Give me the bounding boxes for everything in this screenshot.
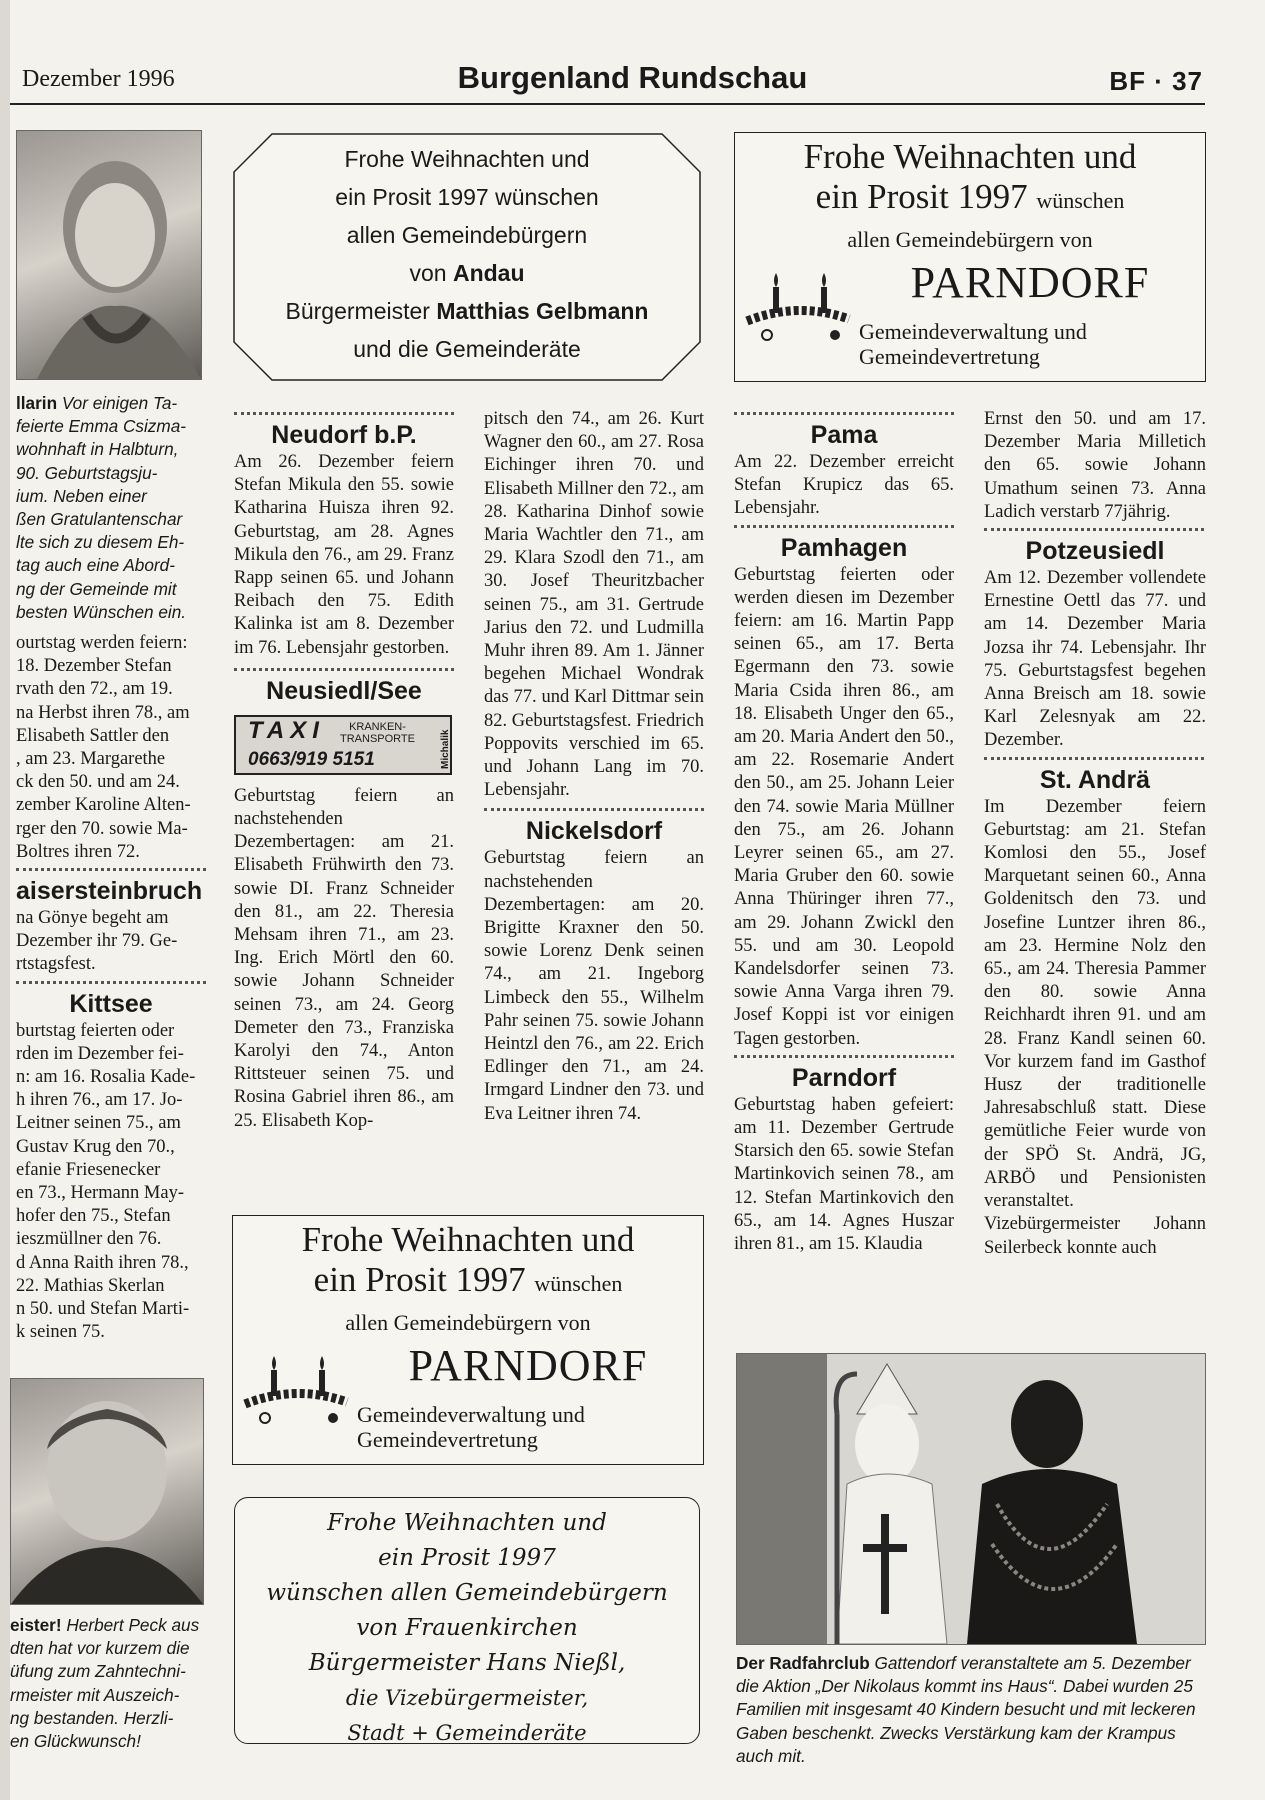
ad-line: Gemeindevertretung (357, 1427, 538, 1452)
dotted-separator (734, 1055, 954, 1058)
portrait-photo-elderly-woman (16, 130, 202, 380)
article-text: Geburtstag feiern an nachstehenden Dezembertagen: am 20. Brigitte Kraxner den 50. sowie Lorenz Denk seinen 74., am 21. Ingeborg Limbeck den 55., Wilhelm Pahr seinen 75. sowie Johann Heintzl den 76., am 22. Erich Edlinger den 71., am 24. Irmgard Lindner den 73. und Eva Leitner ihren 74. (484, 848, 704, 1124)
photo-nikolaus-and-krampus (736, 1353, 1206, 1645)
dotted-separator (484, 808, 704, 811)
article-line: Elisabeth Sattler den (16, 725, 170, 746)
article-line: n: am 16. Rosalia Kade- (16, 1067, 196, 1088)
ad-line: von (409, 260, 447, 286)
column-4-articles (734, 408, 954, 1256)
taxi-phone-number: 0663/919 5151 (248, 748, 375, 770)
caption-name: Der Radfahrclub (736, 1653, 870, 1673)
ad-mayor-name: Matthias Gelbmann (436, 298, 649, 324)
ad-parndorf-top (734, 132, 1206, 382)
ad-brand-parndorf: PARNDORF (910, 258, 1150, 307)
article-line: k seinen 75. (16, 1322, 105, 1343)
ad-line: ein Prosit 1997 wünschen (335, 184, 599, 210)
ad-line: und die Gemeinderäte (353, 336, 581, 362)
photo-caption-birthday (16, 392, 206, 624)
ad-line: Frohe Weihnachten und (301, 1220, 635, 1259)
taxi-sub: TRANSPORTE (340, 732, 415, 745)
caption-text: Gattendorf veranstaltete am 5. Dezember die Aktion „Der Nikolaus kommt ins Haus“. Dabei wurden 25 Familien mit insgesamt 40 Kindern besucht und mit leckeren Gaben beschenkt. Zwecks Verstärkung kam der Krampus auch mit. (736, 1653, 1196, 1766)
article-text: Geburtstag feierten oder werden diesen im Dezember feiern: am 16. Martin Papp seinen 65., am 17. Berta Egermann den 73. sowie Maria Csida ihren 86., am 18. Elisabeth Unger den 65., am 20. Maria Andert den 50., am 22. Rosemarie Andert den 50., am 25. Johann Leier den 74. sowie Maria Müllner den 75., am 26. Johann Leyrer seinen 65., am 27. Maria Gruber den 60. sowie Anna Thüringer ihren 77., am 29. Johann Zwickl den 55. und am 30. Leopold Kandelsdorfer seinen 73. sowie Anna Varga ihren 79. Josef Koppi ist vor einigen Tagen gestorben. (734, 564, 954, 1049)
caption-text: wohnhaft in Halbturn, (16, 439, 179, 460)
article-text: pitsch den 74., am 26. Kurt Wagner den 60., am 27. Rosa Eichinger ihren 70. und Elisabeth Millner den 72., am 28. Katharina Dinhof sowie Maria Wachtler den 71., am 29. Klara Szodl den 71., am 30. Josef Theuritzbacher seinen 75., am 31. Gertrude Jarius den 72. und Ludmilla Muhr ihren 89. Am 1. Jänner begehen Michael Wondrak das 77. und Karl Dittmar sein 82. Geburtstagsfest. Friedrich Poppovits verschied im 65. und Johann Lang im 70. Lebensjahr. (484, 409, 704, 801)
section-heading-neudorf: Neudorf b.P. (271, 421, 417, 449)
caption-name: llarin (16, 393, 58, 413)
section-heading-kittsee: Kittsee (69, 989, 153, 1018)
article-text: Ernst den 50. und am 17. Dezember Maria Milletich den 65. sowie Johann Umathum seinen 73. Anna Ladich verstarb 77jährig. (984, 409, 1206, 522)
dotted-separator (234, 412, 454, 415)
article-text: Am 26. Dezember feiern Stefan Mikula den 55. sowie Katharina Huisza ihren 92. Geburtstag, am 28. Agnes Mikula den 76., am 29. Franz Rapp seinen 65. und Johann Reibach den 75. Edith Kalinka ist am 8. Dezember im 76. Lebensjahr gestorben. (234, 452, 454, 658)
article-line: Boltres ihren 72. (16, 841, 140, 862)
caption-text: tag auch eine Abord- (16, 555, 175, 576)
ad-line: Frohe Weihnachten und (803, 137, 1137, 176)
article-line: efanie Friesenecker (16, 1159, 161, 1180)
caption-text: ng bestanden. Herzli- (10, 1707, 174, 1728)
photo-caption-nikolaus (736, 1652, 1208, 1768)
issue-date: Dezember 1996 (22, 66, 175, 92)
dotted-separator (16, 981, 206, 984)
article-line: d Anna Raith ihren 78., (16, 1252, 189, 1273)
ad-line: wünschen allen Gemeindebürgern (266, 1580, 668, 1606)
article-line: n 50. und Stefan Marti- (16, 1299, 190, 1320)
caption-text: 90. Geburtstagsju- (16, 462, 158, 483)
section-heading-pamhagen: Pamhagen (780, 533, 908, 562)
article-line: hofer den 75., Stefan (16, 1206, 171, 1227)
ad-parndorf-bottom (232, 1215, 704, 1465)
ad-line: Stadt + Gemeinderäte (347, 1721, 587, 1745)
ad-frauenkirchen-greetings (234, 1497, 700, 1744)
taxi-advertisement (234, 715, 452, 775)
ad-line: Gemeindeverwaltung und (357, 1402, 585, 1427)
section-heading-kaisersteinbruch: aisersteinbruch (16, 877, 203, 906)
ad-mayor-title: Bürgermeister (285, 298, 430, 324)
christmas-candle-wreath-icon (241, 1344, 351, 1426)
ad-line: ein Prosit 1997 (815, 177, 1028, 216)
column-2-articles (234, 408, 454, 1133)
article-line: 22. Mathias Skerlan (16, 1275, 165, 1296)
section-heading-potzeusiedl: Potzeusiedl (1025, 537, 1165, 566)
section-heading-st-andrae: St. Andrä (1039, 765, 1151, 794)
ad-line: allen Gemeindebürgern von (847, 227, 1093, 252)
dotted-separator (16, 868, 206, 871)
article-text: Geburtstag feiern an nachstehenden Dezembertagen: am 21. Elisabeth Frühwirth den 73. sowie DI. Franz Schneider den 81., am 22. Theresia Mehsam ihren 71., am 23. Ing. Erich Mörtl den 60. sowie Johann Schneider seinen 73., am 24. Georg Demeter den 73., Franziska Karolyi den 74., Anton Rittsteuer seinen 75. und Rosina Gabriel ihren 86., am 25. Elisabeth Kop- (234, 785, 454, 1131)
section-heading-parndorf: Parndorf (791, 1063, 897, 1092)
caption-text: dten hat vor kurzem die (10, 1638, 190, 1659)
article-text: Geburtstag haben gefeiert: am 11. Dezember Gertrude Starsich den 65. sowie Stefan Martinkovich seinen 78., am 12. Stefan Martinkovich den 65., am 14. Agnes Huszar ihren 81., am 15. Klaudia (734, 1094, 954, 1255)
christmas-candle-wreath-icon (743, 261, 853, 343)
ad-line: wünschen (1036, 188, 1125, 213)
newspaper-title: Burgenland Rundschau (457, 60, 808, 95)
page-number: BF · 37 (1109, 66, 1203, 96)
ad-line: Gemeindevertretung (859, 344, 1040, 369)
article-text: Im Dezember feiern Geburtstag: am 21. Stefan Komlosi den 55., Josef Marquetant seinen 60., Anna Goldenitsch den 73. und Josefine Luntzer ihren 86., am 23. Hermine Nolz den 65., am 24. Theresia Pammer den 80. sowie Anna Reichhardt ihren 91. und am 28. Franz Kandl seinen 60. Vor kurzem fand im Gasthof Husz der traditionelle Jahresabschluß statt. Diese gemütliche Feier wurde von der SPÖ St. Andrä, JG, ARBÖ und Pensionisten veranstaltet. Vizebürgermeister Johann Seilerbeck konnte auch (984, 796, 1206, 1258)
ad-andau-greetings (232, 132, 702, 382)
dotted-separator (234, 668, 454, 671)
taxi-sub: KRANKEN- (349, 720, 406, 733)
dotted-separator (734, 525, 954, 528)
caption-text: feierte Emma Csizma- (16, 416, 186, 437)
article-line: rtstagsfest. (16, 954, 96, 975)
ad-line: Gemeindeverwaltung und (859, 319, 1087, 344)
article-line: ieszmüllner den 76. (16, 1229, 162, 1250)
article-line: ck den 50. und am 24. (16, 772, 180, 793)
header-rule (10, 103, 1205, 105)
ad-line: Frohe Weihnachten und (327, 1510, 607, 1536)
caption-text: ßen Gratulantenschar (16, 509, 183, 530)
article-line: Gustav Krug den 70., (16, 1136, 175, 1157)
dotted-separator (984, 757, 1204, 760)
ad-line: ein Prosit 1997 (378, 1545, 556, 1571)
article-text: Am 22. Dezember erreicht Stefan Krupicz das 65. Lebensjahr. (734, 452, 954, 519)
article-line: en 73., Hermann May- (16, 1183, 184, 1204)
page-gutter (0, 0, 10, 1800)
photo-caption-master-craftsman (10, 1614, 206, 1753)
column-3-articles (484, 408, 704, 1126)
article-line: , am 23. Margarethe (16, 749, 166, 770)
article-line: Dezember ihr 79. Ge- (16, 931, 178, 952)
taxi-owner: Michalik (440, 729, 451, 769)
caption-text: rmeister mit Auszeich- (10, 1684, 180, 1705)
section-heading-nickelsdorf: Nickelsdorf (525, 817, 663, 846)
caption-text: Herbert Peck aus (66, 1615, 200, 1635)
ad-line: allen Gemeindebürgern von (345, 1310, 591, 1335)
article-line: rden im Dezember fei- (16, 1043, 184, 1064)
dotted-separator (734, 412, 954, 415)
left-column-articles (16, 632, 206, 1344)
article-line: na Gönye begeht am (16, 908, 169, 929)
article-text: Am 12. Dezember vollendete Ernestine Oettl das 77. und am 14. Dezember Maria Jozsa ihr 74. Lebensjahr. Ihr 75. Geburtstagsfest begehen Anna Breisch am 18. sowie Karl Zelesnyak am 22. Dezember. (984, 568, 1206, 751)
caption-text: üfung zum Zahntechni- (10, 1661, 186, 1682)
portrait-photo-herbert-peck (10, 1378, 204, 1605)
caption-text: Vor einigen Ta- (61, 393, 178, 413)
article-line: na Herbst ihren 78., am (16, 702, 190, 723)
article-line: burtstag feierten oder (16, 1020, 175, 1041)
caption-text: besten Wünschen ein. (16, 601, 187, 622)
article-line: 18. Dezember Stefan (16, 656, 172, 677)
article-line: rger den 70. sowie Ma- (16, 818, 188, 839)
caption-name: eister! (10, 1615, 62, 1635)
caption-text: en Glückwunsch! (10, 1731, 141, 1752)
column-5-articles (984, 408, 1206, 1260)
ad-line: Bürgermeister Hans Nießl, (308, 1650, 626, 1676)
section-heading-neusiedl: Neusiedl/See (266, 676, 422, 705)
ad-place: Andau (452, 260, 525, 286)
ad-line: allen Gemeindebürgern (346, 222, 588, 248)
ad-line: von Frauenkirchen (356, 1615, 578, 1641)
caption-text: lte sich zu diesem Eh- (16, 532, 185, 553)
article-line: ourtstag werden feiern: (16, 633, 188, 653)
article-line: zember Karoline Alten- (16, 795, 191, 816)
caption-text: ng der Gemeinde mit (16, 578, 177, 599)
ad-line: Frohe Weihnachten und (344, 146, 590, 172)
ad-brand-parndorf: PARNDORF (408, 1341, 648, 1390)
dotted-separator (984, 528, 1204, 531)
article-line: Leitner seinen 75., am (16, 1113, 181, 1134)
taxi-word: TAXI (248, 716, 325, 744)
article-line: h ihren 76., am 17. Jo- (16, 1090, 183, 1111)
ad-line: ein Prosit 1997 (313, 1260, 526, 1299)
caption-text: ium. Neben einer (16, 485, 147, 506)
article-line: rvath den 72., am 19. (16, 679, 173, 700)
section-heading-pama: Pama (810, 421, 878, 449)
ad-line: die Vizebürgermeister, (345, 1686, 589, 1710)
ad-line: wünschen (534, 1271, 623, 1296)
